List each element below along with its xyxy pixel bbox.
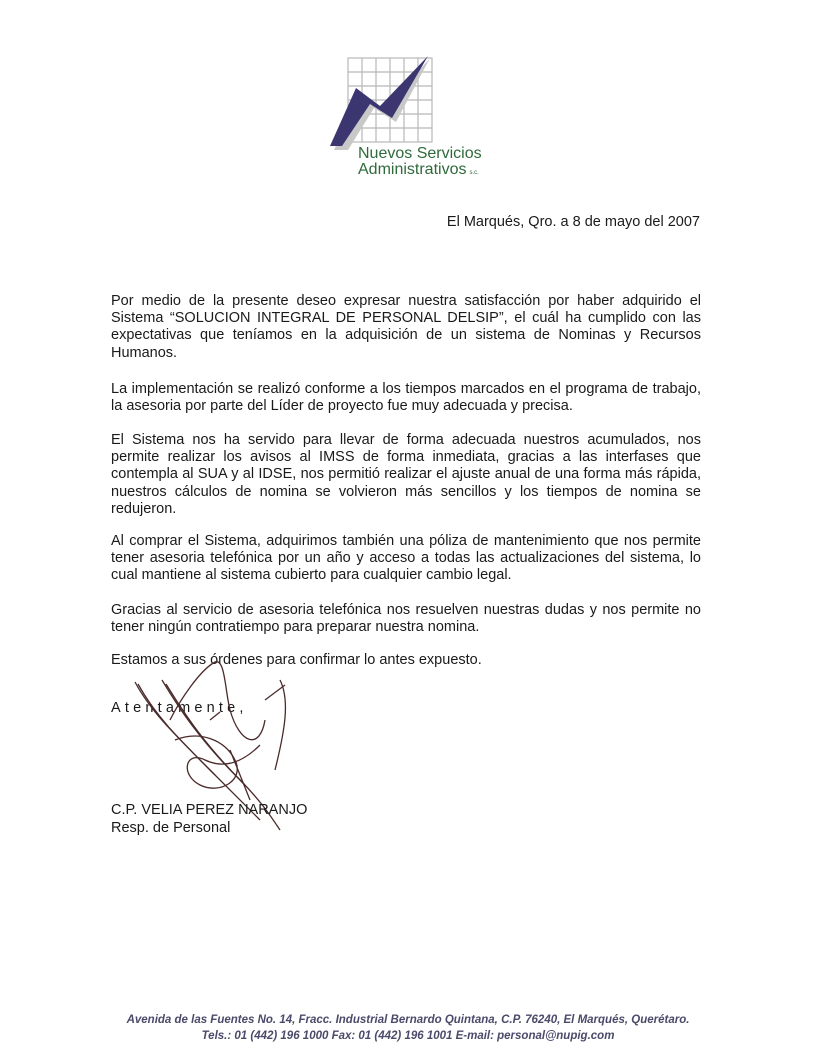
company-name (358, 146, 482, 181)
company-name-line1: Nuevos Servicios (358, 145, 482, 162)
paragraph-6: Estamos a sus órdenes para confirmar lo antes expuesto. (111, 652, 482, 668)
company-logo (322, 52, 502, 192)
closing-salutation: Atentamente, (111, 700, 248, 716)
paragraph-3: El Sistema nos ha servido para llevar de forma adecuada nuestros acumulados, nos permite realizar los avisos al IMSS de forma inmediata, gracias a las interfases que contempla al SUA y al IDSE, nos permitió realizar el ajuste anual de una forma más rápida, nuestros cálculos de nomina se volvieron más sencillos y los tiempos de nomina se redujeron. (111, 432, 701, 517)
rising-chart-grid-logo-icon (322, 52, 502, 152)
signer-title: Resp. de Personal (111, 819, 231, 836)
signer-name: C.P. VELIA PEREZ NARANJO (111, 802, 308, 818)
footer (0, 1012, 816, 1044)
footer-contact: Tels.: 01 (442) 196 1000 Fax: 01 (442) 196 1001 E-mail: personal@nupig.com (201, 1030, 615, 1042)
company-suffix: s.c. (469, 170, 479, 176)
footer-address: Avenida de las Fuentes No. 14, Fracc. Industrial Bernardo Quintana, C.P. 76240, El Marqués, Querétaro. (126, 1014, 690, 1026)
company-name-line2: Administrativos (358, 161, 467, 178)
paragraph-2: La implementación se realizó conforme a los tiempos marcados en el programa de trabajo, la asesoria por parte del Líder de proyecto fue muy adecuada y precisa. (111, 381, 701, 415)
paragraph-1: Por medio de la presente deseo expresar nuestra satisfacción por haber adquirido el Sistema “SOLUCION INTEGRAL DE PERSONAL DELSIP”, el cuál ha cumplido con las expectativas que teníamos en la adquisición de un sistema de Nominas y Recursos Humanos. (111, 293, 701, 361)
date-line: El Marqués, Qro. a 8 de mayo del 2007 (446, 214, 700, 230)
paragraph-5: Gracias al servicio de asesoria telefónica nos resuelven nuestras dudas y nos permite no tener ningún contratiempo para preparar nuestra nomina. (111, 602, 701, 636)
signer-block (111, 802, 307, 837)
paragraph-4: Al comprar el Sistema, adquirimos también una póliza de mantenimiento que nos permite tener asesoria telefónica por un año y acceso a todas las actualizaciones del sistema, lo cual mantiene al sistema cubierto para cualquier cambio legal. (111, 533, 701, 584)
